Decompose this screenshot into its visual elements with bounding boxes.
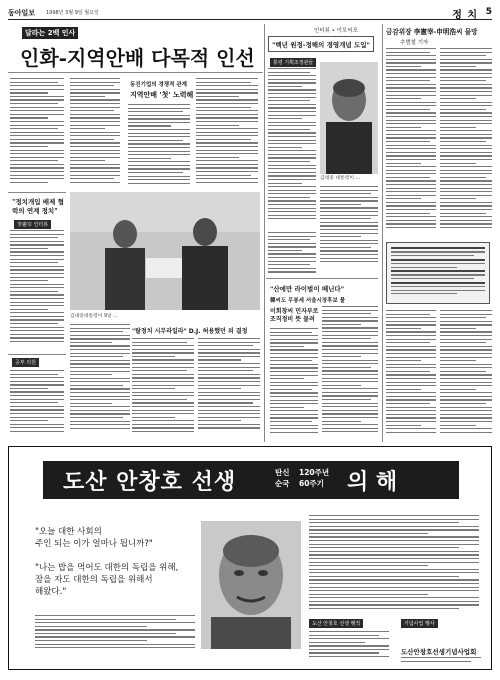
ad-fine-print <box>401 657 481 667</box>
ad-quote-2a: "나는 밥을 먹어도 대한의 독립을 위해, <box>35 563 179 573</box>
bottom-kicker: 공부 의원 <box>12 358 39 367</box>
portrait-photo <box>320 62 378 174</box>
article-text-col <box>70 78 120 188</box>
divider <box>8 192 66 193</box>
main-kicker: 달라는 2백 인사 <box>22 27 78 39</box>
divider <box>8 354 66 355</box>
ad-plaque: 도산 안창호 선생 행적 <box>309 619 363 628</box>
ad-years-a: 120주년 <box>299 468 330 477</box>
ad-label-death: 순국 <box>275 479 290 488</box>
article-text-col <box>320 186 378 270</box>
ad-label-birth: 탄신 <box>275 468 290 477</box>
ad-plaque: 기념사업 행사 <box>401 619 438 628</box>
side-headline: "정치개입 배제 협력의 연계 정치" <box>12 198 64 215</box>
column-rule <box>382 24 383 442</box>
divider <box>8 72 263 73</box>
article-text-col <box>196 78 258 188</box>
info-box-text <box>391 247 485 301</box>
article-text-col <box>198 338 260 438</box>
issue-date: 1998년 3월 9일 월요일 <box>46 10 99 16</box>
right-headline: 금감위장 李憲宰-申明浩씨 물망 <box>386 28 478 36</box>
section-name: 정 치 <box>452 10 478 21</box>
ad-society: 도산안창호선생기념사업회 <box>401 648 477 656</box>
article-text-col <box>10 78 64 188</box>
sub-heading: 지역안배 '첫' 노력해 <box>130 91 194 99</box>
feature-kicker: "백년 원정-정해의 경영개념 도입" <box>272 41 370 49</box>
article-text-col <box>128 104 190 188</box>
news-photo <box>70 192 260 310</box>
article-text-col <box>268 68 316 228</box>
divider <box>266 278 378 279</box>
right-byline: 추범철 기자 <box>400 40 429 46</box>
advertisement <box>8 446 492 670</box>
ad-quote-2c: 해왔다." <box>35 587 67 597</box>
ad-fine-print <box>309 631 389 665</box>
article-text-col <box>270 328 318 440</box>
article-text-col <box>440 48 492 238</box>
ad-title: 도산 안창호 선생 <box>63 470 237 495</box>
portrait-caption: 김대중 대통령이 ... <box>320 176 361 181</box>
portrait-image <box>201 521 301 649</box>
column-rule <box>264 24 265 442</box>
feature-sub: 이회창씨 민자부로 조직정비 뜻 물려 <box>270 308 319 323</box>
ad-suffix: 의 해 <box>347 470 398 495</box>
article-text-col <box>322 306 378 440</box>
ad-quote-1b: 주인 되는 이가 얼마나 됩니까?" <box>35 539 153 549</box>
side-label: 李憲宰 인터뷰 <box>14 220 51 229</box>
newspaper-name: 동아일보 <box>8 9 36 17</box>
feature-byline: 인터뷰 • 이모씨모 <box>314 28 358 34</box>
photo-caption: 김대중대통령이 9일 ... <box>70 314 118 319</box>
feature-sub: 韓씨도 무봉세 서울시장후보 물 <box>270 298 346 304</box>
info-box <box>386 242 490 304</box>
ad-years-b: 60주기 <box>299 479 324 488</box>
article-text-col <box>10 230 64 350</box>
feature-label: 통령 기획조정관들 <box>270 58 316 67</box>
masthead <box>8 6 492 20</box>
ad-quote-2b: 잠을 자도 대한의 독립을 위해서 <box>35 575 153 585</box>
article-text-col <box>10 370 64 440</box>
ad-body-text <box>309 515 479 615</box>
ad-quote-1a: "오늘 대한 사회의 <box>35 527 102 537</box>
article-text-col <box>386 310 436 440</box>
sub-heading: "탈정치 시무라일라" D.J. 허용했던 외 결정 <box>132 328 248 335</box>
newspaper-page <box>8 6 492 674</box>
feature-quote: "산에만 라이벌이 떼닌다" <box>270 285 345 293</box>
article-text-col <box>70 324 130 439</box>
article-text-col <box>268 232 316 278</box>
article-text-col <box>386 48 436 238</box>
ad-fine-print <box>35 615 195 655</box>
page-number: 5 <box>485 7 492 17</box>
article-text-col <box>440 310 492 440</box>
sub-heading: 동진기업의 경쟁적 관계 <box>130 82 187 88</box>
main-headline: 인화-지역안배 다목적 인선 <box>20 46 255 70</box>
article-text-col <box>132 338 194 438</box>
ad-banner <box>43 461 459 499</box>
